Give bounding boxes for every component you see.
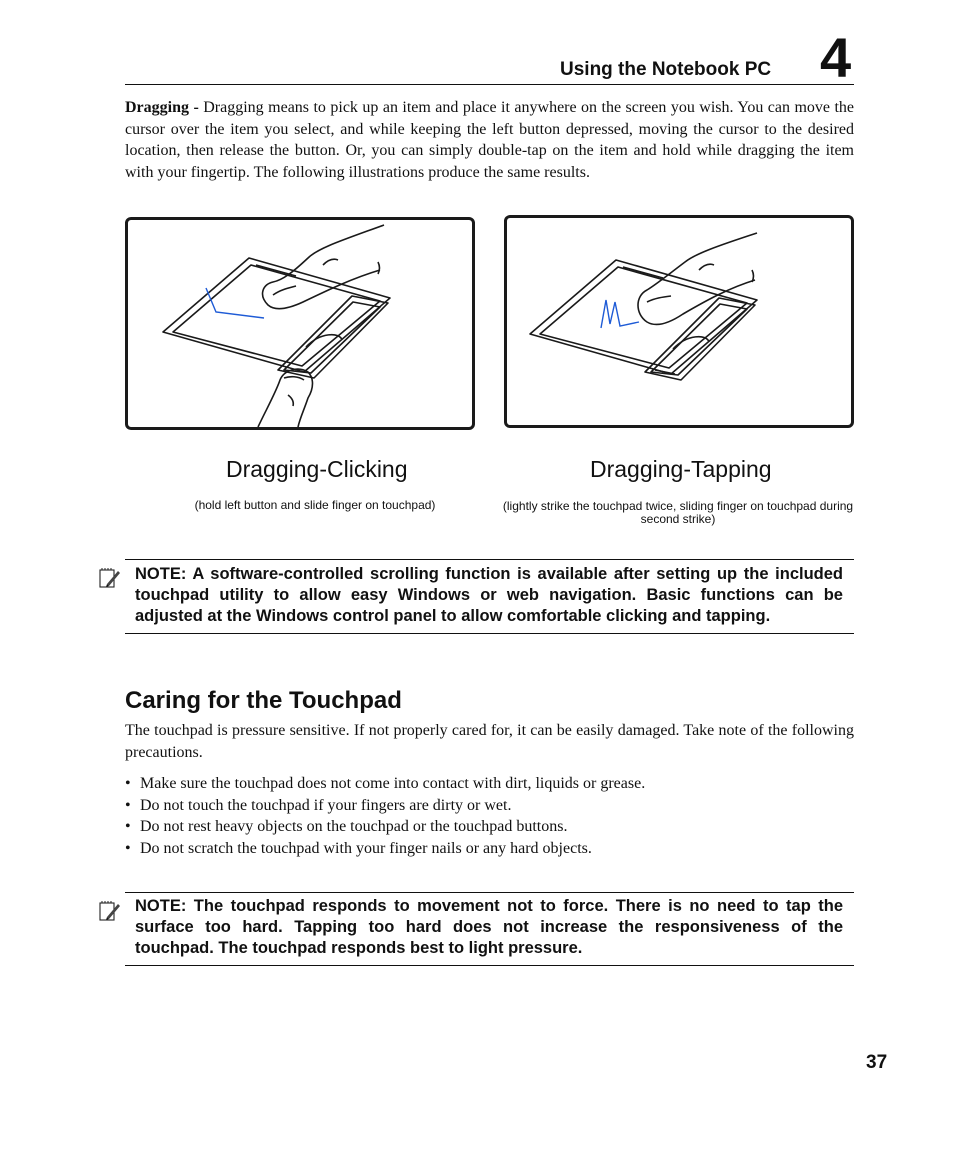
list-item: • Make sure the touchpad does not come into contact with dirt, liquids or grease. [125,773,854,795]
list-item: • Do not rest heavy objects on the touchpad or the touchpad buttons. [125,816,854,838]
caring-intro: The touchpad is pressure sensitive. If not properly cared for, it can be easily damaged. Take note of the following precautions. [125,722,854,761]
note2-bottom-rule [125,965,854,966]
note-pencil-icon [99,900,121,922]
dragging-tapping-illustration [504,215,854,428]
dragging-tapping-title: Dragging-Tapping [590,456,772,482]
note2-top-rule [125,892,854,893]
page-header-title: Using the Notebook PC [560,59,772,80]
dragging-paragraph [125,97,854,183]
precautions-list [125,773,854,859]
list-item: • Do not scratch the touchpad with your finger nails or any hard objects. [125,838,854,860]
list-item: • Do not touch the touchpad if your fingers are dirty or wet. [125,795,854,817]
note-pencil-icon [99,567,121,589]
bullet-symbol: • [125,839,131,857]
note1-bottom-rule [125,633,854,634]
note2-text: NOTE: The touchpad responds to movement not to force. There is no need to tap the surface too hard. Tapping too hard does not increase the responsiveness of the touchpad. The touchpad responds best to light pressure. [135,897,843,957]
bullet-symbol: • [125,796,131,814]
touchpad-clicking-drawing [128,220,472,427]
note1-top-rule [125,559,854,560]
section-title: Caring for the Touchpad [125,687,402,714]
tap-motion-line [601,300,639,328]
note1-text: NOTE: A software-controlled scrolling function is available after setting up the included touchpad utility to allow easy Windows or web navigation. Basic functions can be adjusted at the Windows control panel to allow comfortable clicking and tapping. [135,565,843,625]
page-number: 37 [866,1052,888,1073]
bullet-symbol: • [125,775,131,792]
dragging-clicking-caption: (hold left button and slide finger on touchpad) [194,498,436,512]
dragging-clicking-illustration [125,217,475,430]
header-divider [125,84,854,85]
chapter-number: 4 [820,26,852,89]
dragging-text: Dragging means to pick up an item and place it anywhere on the screen you wish. You can move the cursor over the item you select, and while keeping the left button depressed, moving the cursor to the desired location, then release the button. Or, you can simply double-tap on the item and hold while dragging the item with your fingertip. The following illustrations produce the same results. [125,99,855,181]
dragging-term: Dragging - [125,99,199,116]
dragging-tapping-caption: (lightly strike the touchpad twice, sliding finger on touchpad during second strike) [502,499,854,526]
dragging-clicking-title: Dragging-Clicking [226,456,408,482]
drag-motion-line [206,288,264,318]
touchpad-tapping-drawing [507,218,851,425]
bullet-symbol: • [125,818,131,835]
